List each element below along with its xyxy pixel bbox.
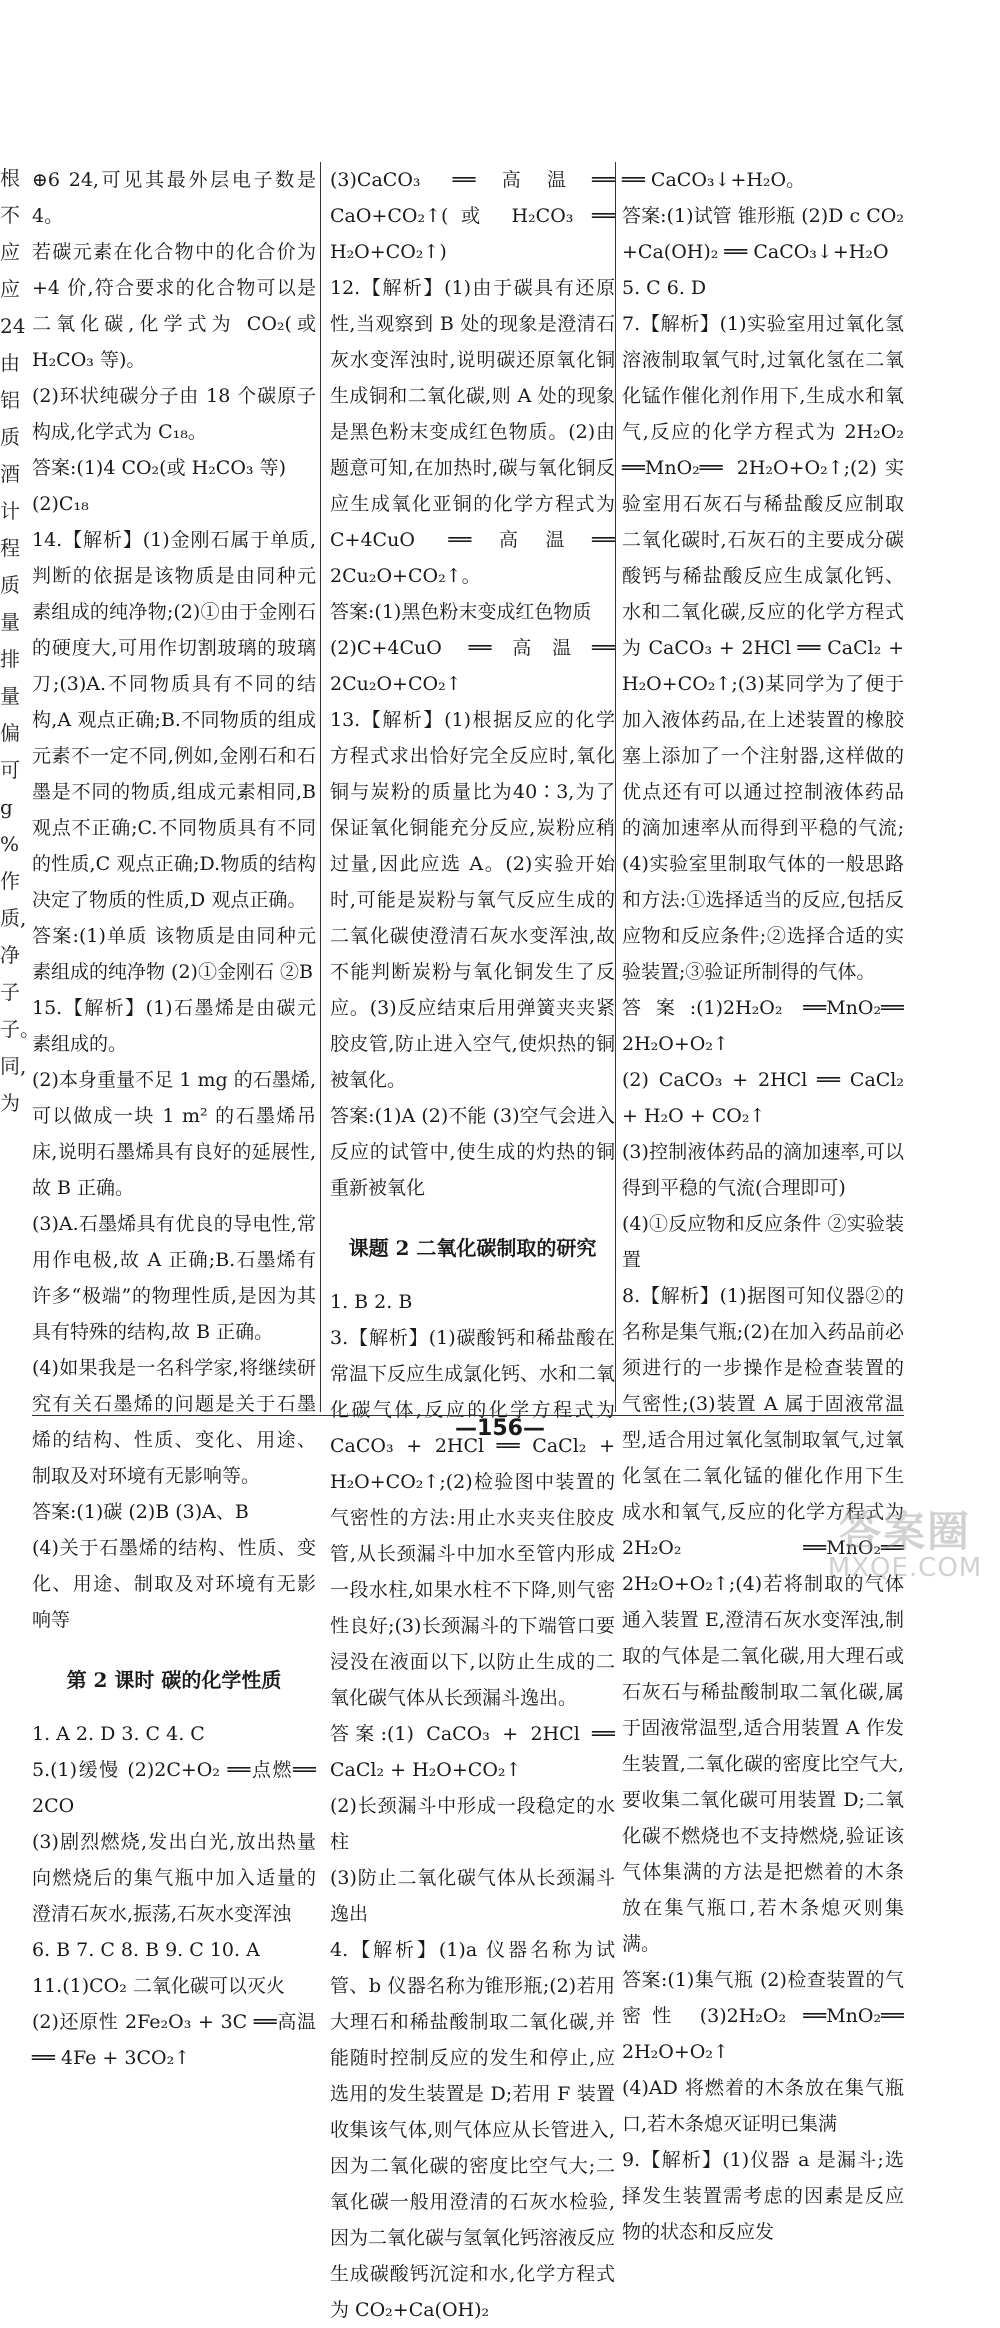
text-line: (3)CaCO₃ ══高温══ CaO+CO₂↑(或 H₂CO₃ ══ H₂O+CO₂↑) <box>330 169 615 263</box>
margin-char: 根 <box>0 166 20 190</box>
margin-char: 偏 <box>0 721 20 745</box>
answer-line: 答案:(1) CaCO₃ + 2HCl ══ CaCl₂ + H₂O+CO₂↑ <box>330 1723 615 1781</box>
text-line: (4)如果我是一名科学家,将继续研究有关石墨烯的问题是关于石墨烯的结构、性质、变化、用途、制取及对环境有无影响等。 <box>32 1357 316 1487</box>
text-line: (3)剧烈燃烧,发出白光,放出热量 向燃烧后的集气瓶中加入适量的澄清石灰水,振荡,石灰水变浑浊 <box>32 1831 316 1925</box>
margin-char: 质 <box>0 573 20 597</box>
answer-line: 答案:(1)碳 (2)B (3)A、B <box>32 1501 249 1523</box>
margin-char: 程 <box>0 536 20 560</box>
analysis-paragraph: 12.【解析】(1)由于碳具有还原性,当观察到 B 处的现象是澄清石灰水变浑浊时,说明碳还原氧化铜生成铜和二氧化碳,则 A 处的现象是黑色粉末变成红色物质。(2)由题意可知,在加热时,碳与氧化铜反应生成氧化亚铜的化学方程式为 C+4CuO ══高温══ 2Cu₂O+CO₂↑。 <box>330 277 615 587</box>
margin-char: 质 <box>0 425 20 449</box>
margin-char: 为 <box>0 1091 20 1115</box>
answer-line: 11.(1)CO₂ 二氧化碳可以灭火 <box>32 1975 285 1997</box>
margin-char: 应 <box>0 240 20 264</box>
watermark-url: MXQE.COM <box>827 1553 983 1583</box>
answer-line: (3)防止二氧化碳气体从长颈漏斗逸出 <box>330 1867 615 1925</box>
answer-line: 6. B 7. C 8. B 9. C 10. A <box>32 1939 260 1961</box>
answer-line: 答案:(1)单质 该物质是由同种元素组成的纯净物 (2)①金刚石 ②B <box>32 925 316 983</box>
analysis-paragraph: 9.【解析】(1)仪器 a 是漏斗;选择发生装置需考虑的因素是反应物的状态和反应发 <box>622 2149 904 2243</box>
margin-char: 子 <box>0 980 20 1004</box>
left-margin-fragments <box>0 160 40 1420</box>
column-right <box>622 162 904 2243</box>
analysis-paragraph: 14.【解析】(1)金刚石属于单质,判断的依据是该物质是由同种元素组成的纯净物;(2)①由于金刚石的硬度大,可用作切割玻璃的玻璃刀;(3)A.不同物质具有不同的结构,A 观点正确;B.不同物质的组成元素不一定不同,例如,金刚石和石墨是不同的物质,组成元素相同,B 观点不正确;C.不同物质具有不同的性质,C 观点正确;D.物质的结构决定了物质的性质,D 观点正确。 <box>32 529 316 911</box>
margin-char: 应 <box>0 277 20 301</box>
answer-line: 答案:(1)2H₂O₂ ══MnO₂══ 2H₂O+O₂↑ <box>622 997 904 1055</box>
margin-char: 24 <box>0 314 26 338</box>
margin-char: 不 <box>0 203 20 227</box>
text-line: 若碳元素在化合物中的化合价为 +4 价,符合要求的化合物可以是二氧化碳,化学式为 CO₂(或 H₂CO₃ 等)。 <box>32 241 316 371</box>
answer-line: (2)还原性 2Fe₂O₃ + 3C ══高温══ 4Fe + 3CO₂↑ <box>32 2011 316 2069</box>
column-divider <box>615 162 616 1412</box>
answer-line: (2)C₁₈ <box>32 493 89 515</box>
answer-line: (4)AD 将燃着的木条放在集气瓶口,若木条熄灭证明已集满 <box>622 2077 904 2135</box>
margin-char: g <box>0 795 13 819</box>
margin-char: % <box>0 832 20 856</box>
column-left <box>32 162 316 2069</box>
analysis-paragraph: 15.【解析】(1)石墨烯是由碳元素组成的。 <box>32 997 316 1055</box>
analysis-paragraph: 8.【解析】(1)据图可知仪器②的名称是集气瓶;(2)在加入药品前必须进行的一步操作是检查装置的气密性;(3)装置 A 属于固液常温型,适合用过氧化氢制取氧气,过氧化氢在二氧化锰的催化作用下生成水和氧气,反应的化学方程式为 2H₂O₂ ══MnO₂══ 2H₂O+O₂↑;(4)若将制取的气体通入装置 E,澄清石灰水变浑浊,制取的气体是二氧化碳,用大理石或石灰石与稀盐酸制取二氧化碳,属于固液常温型,适合用装置 A 作发生装置,二氧化碳的密度比空气大,要收集二氧化碳可用装置 D;二氧化碳不燃烧也不支持燃烧,验证该气体集满的方法是把燃着的木条放在集气瓶口,若木条熄灭则集满。 <box>622 1285 904 1955</box>
answer-line: 答案:(1)集气瓶 (2)检查装置的气密性 (3)2H₂O₂ ══MnO₂══ 2H₂O+O₂↑ <box>622 1969 904 2063</box>
watermark-mark: 答案圈 <box>838 1507 971 1556</box>
analysis-paragraph: 3.【解析】(1)碳酸钙和稀盐酸在常温下反应生成氯化钙、水和二氧化碳气体,反应的化学方程式为 CaCO₃ + 2HCl ══ CaCl₂ + H₂O+CO₂↑;(2)检验图中装置的气密性的方法:用止水夹夹住胶皮管,从长颈漏斗中加水至管内形成一段水柱,如果水柱不下降,则气密性良好;(3)长颈漏斗的下端管口要浸没在液面以下,以防止生成的二氧化碳气体从长颈漏斗逸出。 <box>330 1327 616 1709</box>
analysis-paragraph: 4.【解析】(1)a 仪器名称为试管、b 仪器名称为锥形瓶;(2)若用大理石和稀盐酸制取二氧化碳,并能随时控制反应的发生和停止,应选用的发生装置是 D;若用 F 装置收集该气体,则气体应从长管进入,因为二氧化碳的密度比空气大;二氧化碳一般用澄清的石灰水检验,因为二氧化碳与氢氧化钙溶液反应生成碳酸钙沉淀和水,化学方程式为 CO₂+Ca(OH)₂ <box>330 1939 616 2321</box>
margin-char: 铝 <box>0 388 20 412</box>
answer-line: (3)控制液体药品的滴加速率,可以得到平稳的气流(合理即可) <box>622 1141 904 1199</box>
answer-line: (2) CaCO₃ + 2HCl ══ CaCl₂ + H₂O + CO₂↑ <box>622 1069 904 1127</box>
text-line: ══ CaCO₃↓+H₂O。 <box>622 169 806 191</box>
answer-line: (2)长颈漏斗中形成一段稳定的水柱 <box>330 1795 615 1853</box>
answer-line: (4)①反应物和反应条件 ②实验装置 <box>622 1213 904 1271</box>
answer-line: 答案:(1)试管 锥形瓶 (2)D c CO₂ +Ca(OH)₂ ══ CaCO₃↓+H₂O <box>622 205 904 263</box>
margin-char: 由 <box>0 351 20 375</box>
margin-char: 排 <box>0 647 20 671</box>
answer-line: (4)关于石墨烯的结构、性质、变化、用途、制取及对环境有无影响等 <box>32 1537 316 1631</box>
answer-line: 1. A 2. D 3. C 4. C <box>32 1723 205 1745</box>
section-heading: 第 2 课时 碳的化学性质 <box>66 1668 282 1692</box>
answer-line: 5. C 6. D <box>622 277 707 299</box>
text-line: (2)本身重量不足 1 mg 的石墨烯,可以做成一块 1 m² 的石墨烯吊床,说明石墨烯具有良好的延展性,故 B 正确。 <box>32 1069 316 1199</box>
margin-char: 净 <box>0 943 20 967</box>
answer-line: (2)C+4CuO ══高温══ 2Cu₂O+CO₂↑ <box>330 637 615 695</box>
answer-line: 1. B 2. B <box>330 1291 413 1313</box>
margin-char: 同, <box>0 1054 27 1078</box>
analysis-paragraph: 13.【解析】(1)根据反应的化学方程式求出恰好完全反应时,氧化铜与炭粉的质量比为40∶3,为了保证氧化铜能充分反应,炭粉应稍过量,因此应选 A。(2)实验开始时,可能是炭粉与氧气反应生成的二氧化碳使澄清石灰水变浑浊,故不能判断炭粉与氧化铜发生了反应。(3)反应结束后用弹簧夹夹紧胶皮管,防止进入空气,使炽热的铜被氧化。 <box>330 709 615 1091</box>
margin-char: 作 <box>0 869 20 893</box>
watermark-logo <box>820 1507 990 1590</box>
margin-char: 酒 <box>0 462 20 486</box>
text-line: ⊕6 24,可见其最外层电子数是 4。 <box>32 169 316 227</box>
margin-char: 量 <box>0 684 20 708</box>
margin-char: 质, <box>0 906 27 930</box>
answer-line: 答案:(1)4 CO₂(或 H₂CO₃ 等) <box>32 457 286 479</box>
margin-char: 可 <box>0 758 20 782</box>
answer-line: 5.(1)缓慢 (2)2C+O₂ ══点燃══ 2CO <box>32 1759 316 1817</box>
margin-char: 量 <box>0 610 20 634</box>
answer-line: 答案:(1)A (2)不能 (3)空气会进入反应的试管中,使生成的灼热的铜重新被氧化 <box>330 1105 615 1199</box>
text-line: (2)环状纯碳分子由 18 个碳原子构成,化学式为 C₁₈。 <box>32 385 316 443</box>
answer-line: 答案:(1)黑色粉末变成红色物质 <box>330 601 592 623</box>
margin-char: 子。 <box>0 1017 40 1041</box>
analysis-paragraph: 7.【解析】(1)实验室用过氧化氢溶液制取氧气时,过氧化氢在二氧化锰作催化剂作用下,生成水和氧气,反应的化学方程式为 2H₂O₂ ══MnO₂══ 2H₂O+O₂↑;(2)实验室用石灰石与稀盐酸反应制取二氧化碳时,石灰石的主要成分碳酸钙与稀盐酸反应生成氯化钙、水和二氧化碳,反应的化学方程式为 CaCO₃ + 2HCl ══ CaCl₂ + H₂O+CO₂↑;(3)某同学为了便于加入液体药品,在上述装置的橡胶塞上添加了一个注射器,这样做的优点还有可以通过控制液体药品的滴加速率从而得到平稳的气流;(4)实验室里制取气体的一般思路和方法:①选择适当的反应,包括反应物和反应条件;②选择合适的实验装置;③验证所制得的气体。 <box>622 313 904 983</box>
page-number: —156— <box>455 1416 545 1441</box>
margin-char: 计 <box>0 499 20 523</box>
column-divider <box>320 162 321 1412</box>
section-heading: 课题 2 二氧化碳制取的研究 <box>348 1236 597 1260</box>
text-line: (3)A.石墨烯具有优良的导电性,常用作电极,故 A 正确;B.石墨烯有许多“极端”的物理性质,是因为其具有特殊的结构,故 B 正确。 <box>32 1213 316 1343</box>
